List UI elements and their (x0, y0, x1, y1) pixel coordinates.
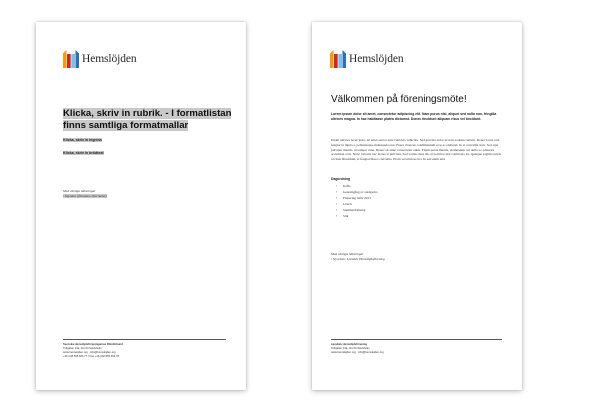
lead-paragraph: Lorem ipsum dolor sit amet, consectetur adipiscing elit. Nam purus nisi, aliquet sed nulla non, fringilla ultrices magna. In hac habitasse platea dictumst. Donec tincidunt aliquam risus vel tincidunt. (331, 112, 497, 121)
agenda-heading: Dagordning (331, 177, 351, 181)
hemslojden-logo (330, 50, 404, 68)
agenda-item: • Lunch (336, 201, 377, 207)
footer-divider (63, 339, 226, 340)
footer (331, 343, 384, 355)
closing-greeting: Med vänliga hälsningar (63, 189, 96, 193)
subheading-placeholder[interactable] (63, 138, 102, 142)
document-page-template (36, 22, 246, 390)
subheading-text: Klicka, skriv in ingress (63, 138, 102, 142)
footer-web: www.hemslojden.org · info@hemslojden.org (331, 351, 384, 355)
footer-divider (331, 339, 502, 340)
footer-phone: +46 (0)8 555 666 77 / Fax +46 (0)8 555 666 78 (63, 355, 120, 359)
footer-web: www.hemslojden.org · info@hemslojden.org (63, 351, 116, 355)
agenda-item: • Kaffe (336, 183, 377, 189)
agenda-item: • Sammanfattning (336, 207, 377, 213)
closing-greeting: Med vänliga hälsningar (331, 252, 364, 256)
document-title-placeholder[interactable] (63, 108, 239, 132)
footer-org: Svenska Hemslöjdsföreningarnas Riksförbund (63, 343, 123, 346)
agenda-item: • Planering inför 2015 (336, 195, 377, 201)
footer-address: Tullgatan 13a, 111 04 Stockholm (63, 347, 102, 351)
body-placeholder[interactable] (63, 151, 104, 155)
footer (63, 343, 123, 359)
closing-signature: / Styrelsen, Ljusdals Hemslöjdsförening (331, 257, 385, 261)
closing-block (331, 252, 385, 262)
logo-wordmark: Hemslöjden (82, 53, 137, 65)
footer-address: Tullgatan 13a, 111 04 Stockholm (331, 347, 370, 351)
hemslojden-logo-icon (63, 50, 79, 68)
document-title: Välkommen på föreningsmöte! (331, 94, 467, 105)
agenda-item: • Slut (336, 213, 377, 219)
closing-block (63, 189, 107, 199)
hemslojden-logo (63, 50, 137, 68)
signature-text: / Signatur (förnamn, efternamn) (63, 194, 107, 198)
body-paragraph: Etiam ultrices lacus justo, sit amet auctor ante vehicula vehicula. Sed gravida dolor id arcu sodales rutrum. Donec lacus orci, feugiat in ligula a, pellentesque malesuada erat. Fusce rhoncus condimentum eros ac eleifend. In et convallis arcu. Sed eget pulvinar mauris, ut tempor urna. Donec sit amet consectetur enim. Etiam purus mauris, elementum vel nulla ac, pharetra accumsan arcu. Nunc lobortis nec lectus at pulvinar. Sed varius risus mi, ut porttitor nisi commodo eu. Quisque sagittis turpis ut risus bibendum, et feugiat libero convallis. Proin vel ultrices leo. In sed enim nisl. (331, 138, 501, 162)
footer-org: Ljusdals Hemslöjdsförening (331, 343, 367, 346)
hemslojden-logo-icon (330, 50, 346, 68)
agenda-list (336, 183, 377, 220)
document-page-example (312, 22, 522, 390)
title-text: Klicka, skriv in rubrik. - I formatlistan finns samtliga formatmallar (63, 108, 232, 131)
body-text: Klicka, skriv in brödtext (63, 151, 104, 155)
signature-placeholder[interactable] (63, 194, 107, 199)
agenda-item: • Genomgång av stadgarna (336, 189, 377, 195)
logo-wordmark: Hemslöjden (349, 53, 404, 65)
